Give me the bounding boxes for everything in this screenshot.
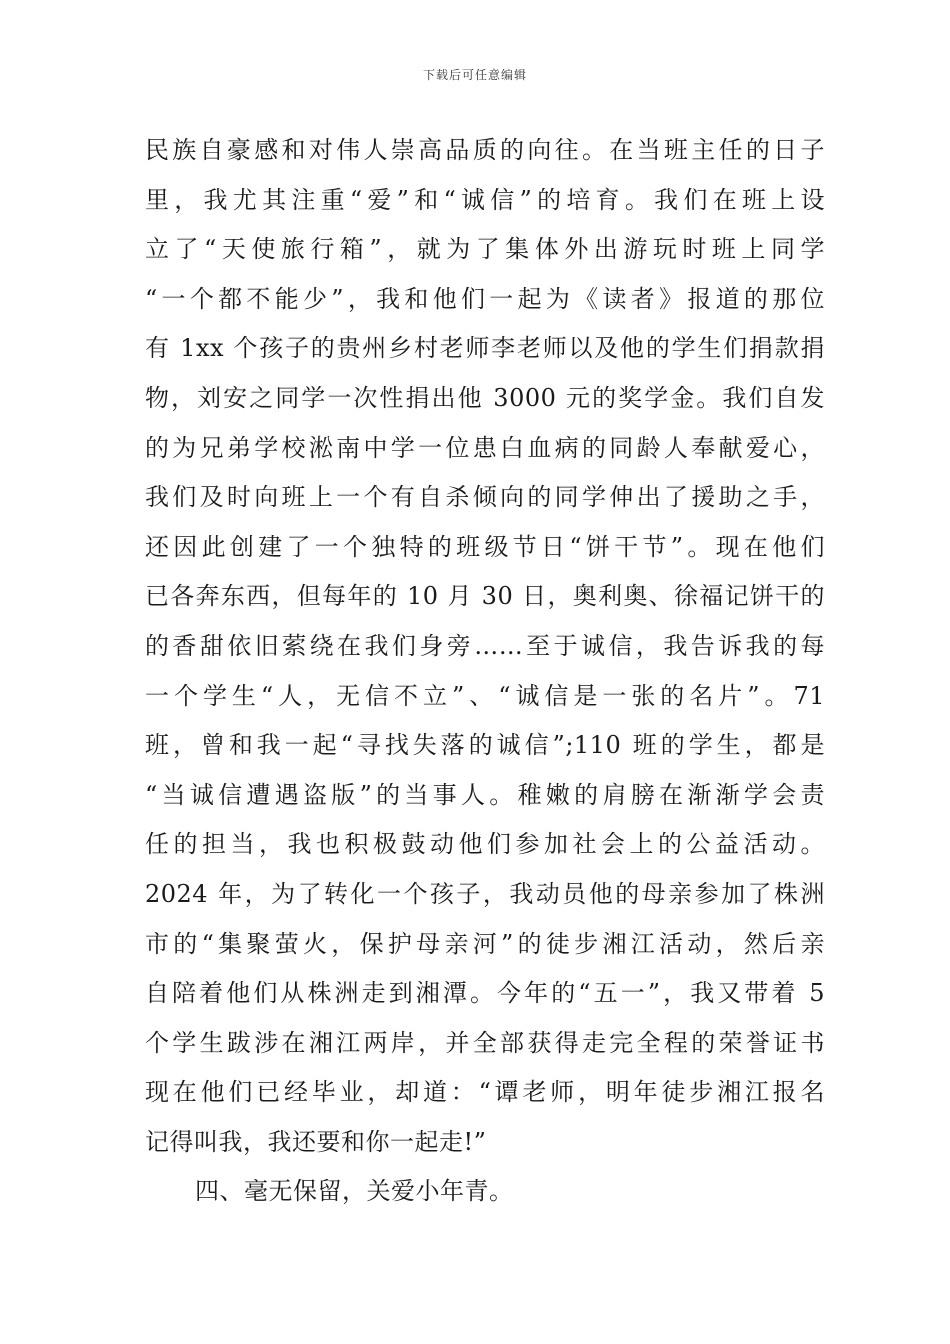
text-line: 的为兄弟学校淞南中学一位患白血病的同龄人奉献爱心， xyxy=(145,433,825,462)
text-line: 个学生跋涉在湘江两岸，并全部获得走完全程的荣誉证书 xyxy=(145,1028,825,1057)
text-line: 还因此创建了一个独特的班级节日“饼干节”。现在他们 xyxy=(145,532,825,561)
text-line: 里，我尤其注重“爱”和“诚信”的培育。我们在班上设 xyxy=(145,185,825,214)
text-line: 有 1xx 个孩子的贵州乡村老师李老师以及他的学生们捐款捐 xyxy=(145,334,825,363)
section-heading: 四、毫无保留，关爱小年青。 xyxy=(195,1177,514,1206)
text-line: 自陪着他们从株洲走到湘潭。今年的“五一”，我又带着 5 xyxy=(145,979,825,1008)
text-line: 我们及时向班上一个有自杀倾向的同学伸出了援助之手， xyxy=(145,483,825,512)
text-line: 一个学生“人，无信不立”、“诚信是一张的名片”。71 xyxy=(145,681,825,710)
text-line: 市的“集聚萤火，保护母亲河”的徒步湘江活动，然后亲 xyxy=(145,929,825,958)
body-text xyxy=(145,126,825,1217)
text-line: 立了“天使旅行箱”，就为了集体外出游玩时班上同学 xyxy=(145,235,825,264)
text-line: 班，曾和我一起“寻找失落的诚信”;110 班的学生，都是 xyxy=(145,731,825,760)
text-line: 任的担当，我也积极鼓动他们参加社会上的公益活动。 xyxy=(145,830,825,859)
text-line: 已各奔东西，但每年的 10 月 30 日，奥利奥、徐福记饼干的 xyxy=(145,582,825,611)
page-header: 下载后可任意编辑 xyxy=(422,68,527,82)
text-line: 物，刘安之同学一次性捐出他 3000 元的奖学金。我们自发 xyxy=(145,383,825,412)
text-line: “一个都不能少”，我和他们一起为《读者》报道的那位 xyxy=(145,284,825,313)
text-line: “当诚信遭遇盗版”的当事人。稚嫩的肩膀在渐渐学会责 xyxy=(145,780,825,809)
text-line: 民族自豪感和对伟人崇高品质的向往。在当班主任的日子 xyxy=(145,136,825,164)
text-line: 2024 年，为了转化一个孩子，我动员他的母亲参加了株洲 xyxy=(145,879,825,908)
text-line: 现在他们已经毕业，却道：“谭老师，明年徒步湘江报名 xyxy=(145,1078,825,1107)
text-line: 的香甜依旧萦绕在我们身旁……至于诚信，我告诉我的每 xyxy=(145,631,825,660)
text-line: 记得叫我，我还要和你一起走!” xyxy=(145,1127,487,1156)
